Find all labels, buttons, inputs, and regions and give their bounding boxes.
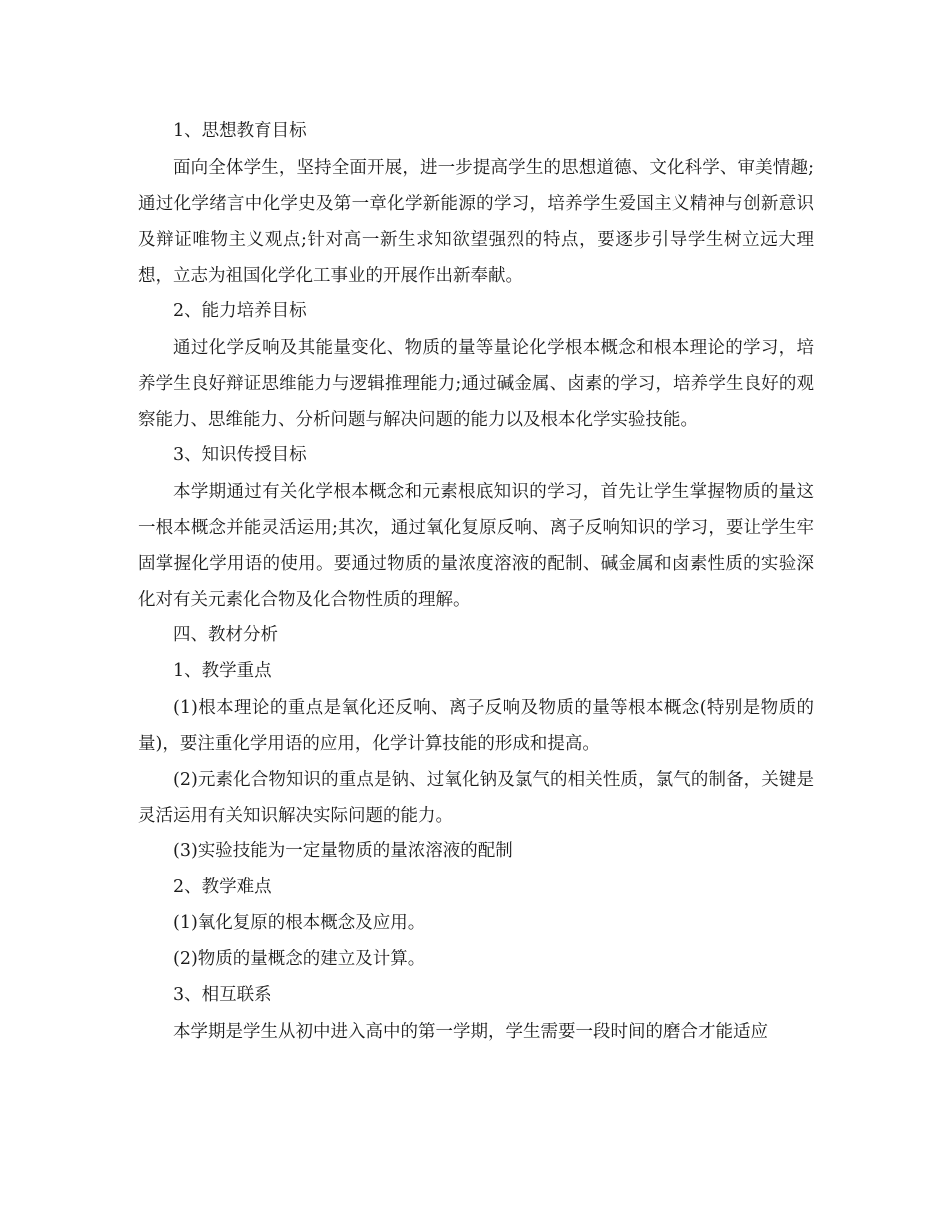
paragraph: 本学期通过有关化学根本概念和元素根底知识的学习，首先让学生掌握物质的量这一根本概念并能灵活运用;其次，通过氧化复原反响、离子反响知识的学习，要让学生牢固掌握化学用语的使用。要通过物质的量浓度溶液的配制、碱金属和卤素性质的实验深化对有关元素化合物及化合物性质的理解。 (138, 482, 814, 610)
chapter-heading: 四、教材分析 (173, 625, 278, 645)
section-heading: 1、教学重点 (173, 661, 272, 681)
section-heading: 1、思想教育目标 (173, 121, 307, 141)
paragraph: 本学期是学生从初中进入高中的第一学期，学生需要一段时间的磨合才能适应 (173, 1022, 768, 1042)
section-heading: 3、知识传授目标 (173, 445, 307, 465)
section-heading: 3、相互联系 (173, 985, 272, 1005)
paragraph: 通过化学反响及其能量变化、物质的量等量论化学根本概念和根本理论的学习，培养学生良好辩证思维能力与逻辑推理能力;通过碱金属、卤素的学习，培养学生良好的观察能力、思维能力、分析问题与解决问题的能力以及根本化学实验技能。 (138, 338, 814, 430)
list-line: (2)物质的量概念的建立及计算。 (173, 949, 426, 969)
paragraph: (2)元素化合物知识的重点是钠、过氧化钠及氯气的相关性质，氯气的制备，关键是灵活运用有关知识解决实际问题的能力。 (138, 770, 814, 826)
section-heading: 2、能力培养目标 (173, 301, 307, 321)
list-line: (1)氧化复原的根本概念及应用。 (173, 913, 426, 933)
paragraph: 面向全体学生，坚持全面开展，进一步提高学生的思想道德、文化科学、审美情趣;通过化学绪言中化学史及第一章化学新能源的学习，培养学生爱国主义精神与创新意识及辩证唯物主义观点;针对高一新生求知欲望强烈的特点，要逐步引导学生树立远大理想，立志为祖国化学化工事业的开展作出新奉献。 (138, 158, 814, 286)
section-heading: 2、教学难点 (173, 877, 272, 897)
list-line: (3)实验技能为一定量物质的量浓溶液的配制 (173, 841, 513, 861)
document-body (138, 117, 814, 1053)
paragraph: (1)根本理论的重点是氧化还反响、离子反响及物质的量等根本概念(特别是物质的量)，要注重化学用语的应用，化学计算技能的形成和提高。 (138, 698, 814, 754)
